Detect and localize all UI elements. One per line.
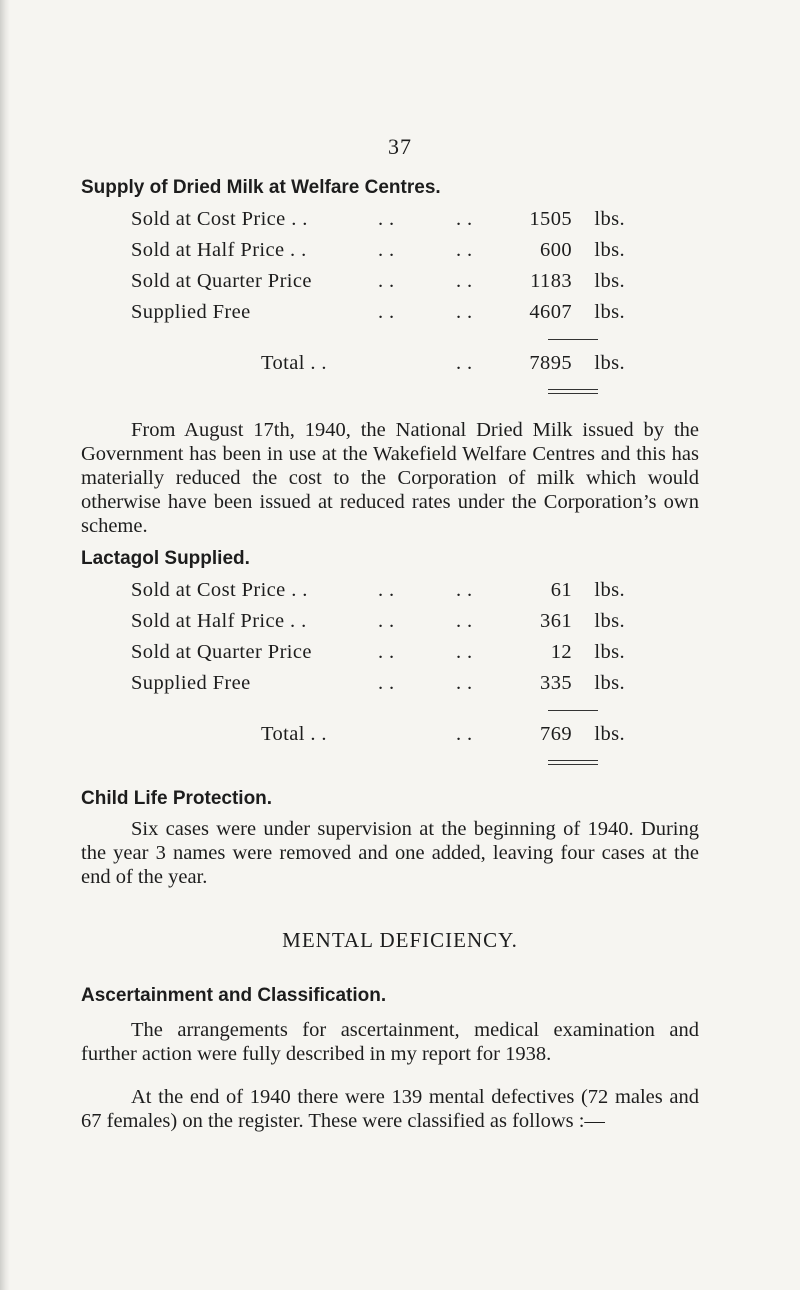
row-leader: . . [456, 641, 473, 663]
total-value: 769 [540, 723, 572, 745]
dried-milk-row-half [131, 239, 625, 267]
total-double-rule [548, 760, 598, 765]
dried-milk-total-row [131, 352, 625, 380]
page-number: 37 [388, 134, 412, 159]
dried-milk-row-cost [131, 208, 625, 236]
row-leader: . . [378, 610, 395, 632]
child-life-heading: Child Life Protection. [81, 788, 273, 809]
row-leader: . . [378, 301, 395, 323]
national-dried-milk-paragraph: From August 17th, 1940, the National Dried Milk issued by the Government has been in use at the Wakefield Welfare Centres and this has materially reduced the cost to the Corporation of milk which would otherwise have been issued at reduced rates under the Corporation’s own scheme. [81, 419, 699, 537]
total-unit: lbs. [594, 723, 625, 745]
row-unit: lbs. [594, 641, 625, 663]
row-unit: lbs. [594, 270, 625, 292]
row-value: 335 [540, 672, 572, 694]
total-label: Total . . [261, 352, 327, 374]
lactagol-row-free [131, 672, 625, 700]
row-value: 12 [550, 641, 572, 663]
row-leader: . . [456, 579, 473, 601]
row-unit: lbs. [594, 301, 625, 323]
row-leader: . . [456, 352, 473, 374]
row-label: Supplied Free [131, 301, 251, 323]
row-leader: . . [456, 239, 473, 261]
lactagol-heading: Lactagol Supplied. [81, 548, 250, 569]
row-value: 61 [550, 579, 572, 601]
total-double-rule [548, 389, 598, 394]
row-leader: . . [378, 672, 395, 694]
row-leader: . . [378, 239, 395, 261]
row-value: 4607 [529, 301, 572, 323]
row-unit: lbs. [594, 672, 625, 694]
dried-milk-heading: Supply of Dried Milk at Welfare Centres. [81, 177, 441, 198]
lactagol-row-quarter [131, 641, 625, 669]
row-label: Sold at Quarter Price [131, 641, 312, 663]
total-value: 7895 [529, 352, 572, 374]
ascertainment-heading: Ascertainment and Classification. [81, 985, 387, 1006]
child-life-paragraph: Six cases were under supervision at the beginning of 1940. During the year 3 names were removed and one added, leaving four cases at the end of the year. [81, 818, 699, 888]
row-label: Sold at Half Price . . [131, 239, 307, 261]
row-label: Sold at Quarter Price [131, 270, 312, 292]
row-leader: . . [456, 723, 473, 745]
ascertainment-paragraph: The arrangements for ascertainment, medical examination and further action were fully described in my report for 1938. [81, 1019, 699, 1065]
row-unit: lbs. [594, 208, 625, 230]
row-value: 600 [540, 239, 572, 261]
row-leader: . . [378, 208, 395, 230]
row-label: Sold at Cost Price . . [131, 208, 308, 230]
row-leader: . . [456, 610, 473, 632]
total-label: Total . . [261, 723, 327, 745]
total-unit: lbs. [594, 352, 625, 374]
register-paragraph: At the end of 1940 there were 139 mental defectives (72 males and 67 females) on the register. These were classified as follows :— [81, 1086, 699, 1132]
row-label: Supplied Free [131, 672, 251, 694]
row-leader: . . [378, 270, 395, 292]
row-value: 361 [540, 610, 572, 632]
subtotal-rule [548, 339, 598, 340]
row-leader: . . [456, 672, 473, 694]
row-unit: lbs. [594, 610, 625, 632]
row-leader: . . [456, 208, 473, 230]
row-label: Sold at Half Price . . [131, 610, 307, 632]
row-leader: . . [378, 579, 395, 601]
row-leader: . . [378, 641, 395, 663]
lactagol-row-half [131, 610, 625, 638]
row-leader: . . [456, 270, 473, 292]
page-edge-shadow [0, 0, 10, 1290]
row-value: 1505 [529, 208, 572, 230]
row-label: Sold at Cost Price . . [131, 579, 308, 601]
row-unit: lbs. [594, 239, 625, 261]
lactagol-row-cost [131, 579, 625, 607]
mental-deficiency-title: MENTAL DEFICIENCY. [282, 928, 518, 952]
row-leader: . . [456, 301, 473, 323]
subtotal-rule [548, 710, 598, 711]
row-value: 1183 [530, 270, 572, 292]
dried-milk-row-quarter [131, 270, 625, 298]
dried-milk-row-free [131, 301, 625, 329]
row-unit: lbs. [594, 579, 625, 601]
lactagol-total-row [131, 723, 625, 751]
